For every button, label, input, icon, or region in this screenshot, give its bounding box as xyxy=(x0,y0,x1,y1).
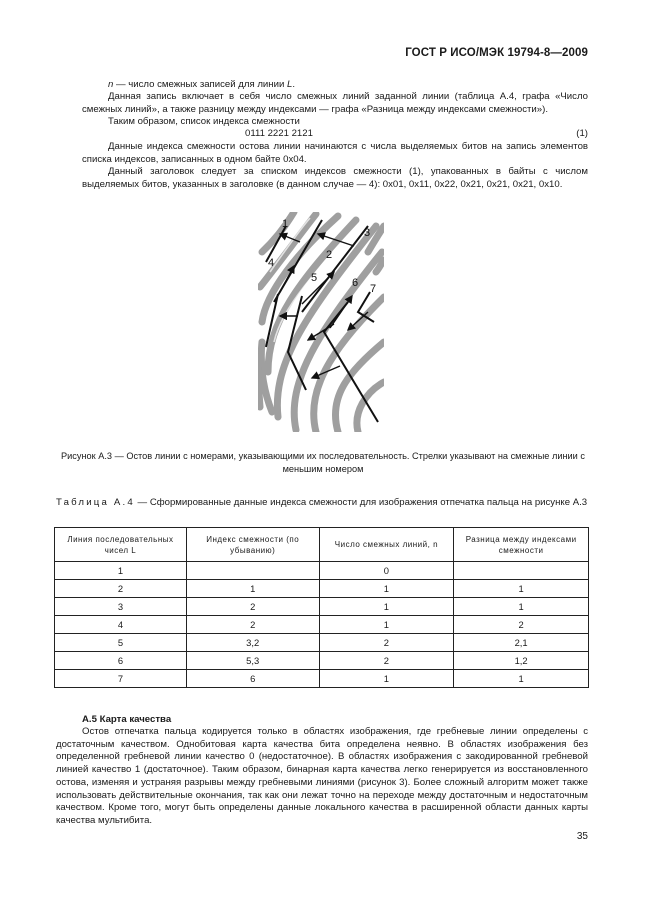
table-row xyxy=(55,598,589,616)
section-title-quality-map: А.5 Карта качества xyxy=(82,714,172,725)
table-cell: 1 xyxy=(319,598,454,616)
table-cell: 2,1 xyxy=(454,634,589,652)
table-title: Таблица А.4 — Сформированные данные индекса смежности для изображения отпечатка пальца на рисунке А.3 xyxy=(56,497,588,508)
table-cell: 6 xyxy=(55,652,187,670)
table-cell: 3,2 xyxy=(186,634,319,652)
paragraph-record-contents: Данная запись включает в себя число смежных линий заданной линии (таблица А.4, графа «Число смежных линий», а также разницу между индексами — графа «Разница между индексами смежности»). xyxy=(82,91,588,115)
paragraph-packed-bytes: Данный заголовок следует за списком индексов смежности (1), упакованных в байты с числом выделяемых битов, указанных в заголовке (в данном случае — 4): 0x01, 0x11, 0x22, 0x21, 0x21, 0x21, 0x10. xyxy=(82,166,588,190)
table-cell: 2 xyxy=(186,598,319,616)
table-cell xyxy=(186,562,319,580)
table-cell: 7 xyxy=(55,670,187,688)
fingerprint-skeleton-figure xyxy=(258,212,384,432)
table-cell: 1 xyxy=(319,670,454,688)
page-number: 35 xyxy=(576,831,588,842)
formula-number: (1) xyxy=(576,128,588,139)
page-header-standard: ГОСТ Р ИСО/МЭК 19794-8—2009 xyxy=(405,47,588,59)
line-label-6: 6 xyxy=(352,277,359,289)
section-body-quality-map: Остов отпечатка пальца кодируется только в областях изображения, где гребневые линии определены с достаточным качеством. Однобитовая карта качества бита определена неявно. В областях изображения без определенной гребневой линии качество 0 (недостаточное). В областях изображения с закодированной гребневой линией качество 1 (достаточное). Таким образом, бинарная карта качества легко генерируется из восстановленного остова, изменяя и устраняя разрывы между гребневыми линиями (рисунок 3). Более сложный алгоритм может также использовать действительные окончания, так как они лежат точно на переходе между достаточным и недостаточным качеством. Кроме того, могут быть определены данные локального качества в расширенной области данных карты качества мультибита. xyxy=(56,726,588,826)
table-cell: 1,2 xyxy=(454,652,589,670)
table-cell: 2 xyxy=(319,652,454,670)
table-cell: 1 xyxy=(319,580,454,598)
table-cell: 1 xyxy=(454,598,589,616)
table-cell: 1 xyxy=(454,670,589,688)
table-cell: 1 xyxy=(186,580,319,598)
fingerprint-image xyxy=(258,212,384,432)
table-cell: 5,3 xyxy=(186,652,319,670)
table-cell: 2 xyxy=(55,580,187,598)
table-header-row xyxy=(55,528,589,562)
table-cell: 5 xyxy=(55,634,187,652)
line-label-4: 4 xyxy=(268,257,275,269)
adjacency-table xyxy=(54,527,589,688)
line-label-7: 7 xyxy=(370,283,377,295)
table-row xyxy=(55,616,589,634)
formula-row xyxy=(82,128,588,141)
figure-caption: Рисунок А.3 — Остов линии с номерами, указывающими их последовательность. Стрелки указывают на смежные линии с меньшим номером xyxy=(61,451,585,474)
header-index-difference: Разница между индексами смежности xyxy=(454,528,589,562)
table-cell: 3 xyxy=(55,598,187,616)
table-cell: 0 xyxy=(319,562,454,580)
line-label-3: 3 xyxy=(364,227,371,239)
formula: 0111 2221 2121 xyxy=(245,128,313,139)
paragraph-bits-per-entry: Данные индекса смежности остова линии начинаются с числа выделяемых битов на запись элементов списка индексов, записанных в одном байте 0x04. xyxy=(82,141,588,165)
header-adjacent-count: Число смежных линий, n xyxy=(319,528,454,562)
table-cell: 6 xyxy=(186,670,319,688)
line-label-2: 2 xyxy=(326,249,333,261)
table-cell: 1 xyxy=(454,580,589,598)
table-row xyxy=(55,562,589,580)
table-cell: 1 xyxy=(55,562,187,580)
table-cell: 4 xyxy=(55,616,187,634)
line-label-1: 1 xyxy=(282,218,289,230)
table-row xyxy=(55,652,589,670)
table-cell: 2 xyxy=(186,616,319,634)
paragraph-list-intro: Таким образом, список индекса смежности xyxy=(108,116,300,127)
table-cell: 2 xyxy=(319,634,454,652)
header-adjacency-index: Индекс смежности (по убыванию) xyxy=(186,528,319,562)
n-definition: n — число смежных записей для линии L. xyxy=(108,79,295,90)
table-cell: 2 xyxy=(454,616,589,634)
table-cell xyxy=(454,562,589,580)
table-row xyxy=(55,670,589,688)
line-label-5: 5 xyxy=(311,272,318,284)
table-row xyxy=(55,580,589,598)
header-line-number: Линия последовательных чисел L xyxy=(55,528,187,562)
table-row xyxy=(55,634,589,652)
table-cell: 1 xyxy=(319,616,454,634)
